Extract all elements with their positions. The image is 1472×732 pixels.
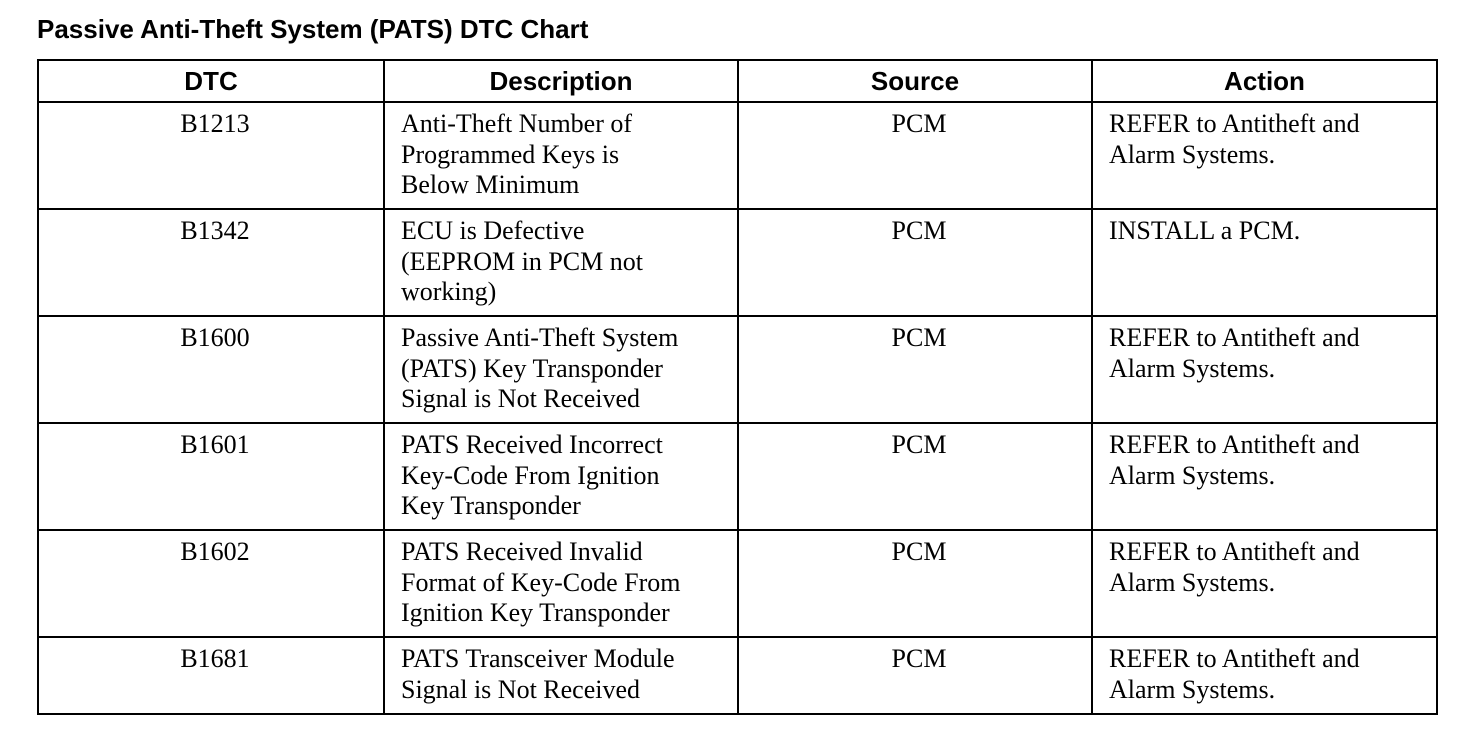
table-row	[38, 209, 1437, 316]
dtc-code-cell: B1601	[38, 423, 384, 530]
action-line: Alarm Systems.	[1109, 139, 1276, 169]
action-cell	[1092, 637, 1437, 714]
description-line: Key Transponder	[401, 491, 581, 520]
dtc-code-cell: B1600	[38, 316, 384, 423]
source-cell: PCM	[738, 102, 1092, 209]
dtc-code-cell: B1213	[38, 102, 384, 209]
table-row	[38, 637, 1437, 714]
header-action: Action	[1092, 60, 1437, 102]
description-cell	[384, 423, 738, 530]
source-cell: PCM	[738, 637, 1092, 714]
action-line: Alarm Systems.	[1109, 674, 1276, 704]
table-row	[38, 316, 1437, 423]
action-cell	[1092, 316, 1437, 423]
description-line: working)	[401, 277, 497, 306]
page-title: Passive Anti-Theft System (PATS) DTC Chart	[37, 14, 589, 44]
action-cell	[1092, 102, 1437, 209]
action-cell	[1092, 209, 1437, 316]
description-cell	[384, 316, 738, 423]
description-line: Below Minimum	[401, 170, 580, 199]
description-cell	[384, 209, 738, 316]
dtc-table	[37, 59, 1438, 715]
description-line: Programmed Keys is	[401, 139, 620, 169]
header-source: Source	[738, 60, 1092, 102]
description-line: Ignition Key Transponder	[401, 598, 670, 627]
description-line: Key-Code From Ignition	[401, 460, 660, 490]
action-line: Alarm Systems.	[1109, 353, 1276, 383]
table-body	[38, 102, 1437, 714]
description-line: (PATS) Key Transponder	[401, 353, 663, 383]
description-line: Format of Key-Code From	[401, 567, 681, 597]
action-line: INSTALL a PCM.	[1109, 216, 1301, 245]
source-cell: PCM	[738, 316, 1092, 423]
table-row	[38, 530, 1437, 637]
description-line: (EEPROM in PCM not	[401, 246, 643, 276]
header-description: Description	[384, 60, 738, 102]
description-line: ECU is Defective	[401, 216, 585, 245]
description-cell	[384, 102, 738, 209]
description-line: PATS Transceiver Module	[401, 644, 675, 673]
description-cell	[384, 637, 738, 714]
action-cell	[1092, 423, 1437, 530]
table-row	[38, 102, 1437, 209]
description-line: Passive Anti-Theft System	[401, 323, 679, 352]
description-line: Signal is Not Received	[401, 384, 641, 413]
action-line: REFER to Antitheft and	[1109, 537, 1360, 566]
action-line: REFER to Antitheft and	[1109, 109, 1360, 138]
table-row	[38, 423, 1437, 530]
source-cell: PCM	[738, 530, 1092, 637]
action-cell	[1092, 530, 1437, 637]
action-line: REFER to Antitheft and	[1109, 430, 1360, 459]
description-line: PATS Received Incorrect	[401, 430, 663, 459]
header-dtc: DTC	[38, 60, 384, 102]
description-line: Signal is Not Received	[401, 674, 641, 704]
action-line: Alarm Systems.	[1109, 460, 1276, 490]
source-cell: PCM	[738, 423, 1092, 530]
description-line: PATS Received Invalid	[401, 537, 643, 566]
dtc-code-cell: B1342	[38, 209, 384, 316]
dtc-code-cell: B1602	[38, 530, 384, 637]
table-header-row	[38, 60, 1437, 102]
action-line: REFER to Antitheft and	[1109, 323, 1360, 352]
action-line: REFER to Antitheft and	[1109, 644, 1360, 673]
source-cell: PCM	[738, 209, 1092, 316]
description-line: Anti-Theft Number of	[401, 109, 633, 138]
dtc-code-cell: B1681	[38, 637, 384, 714]
action-line: Alarm Systems.	[1109, 567, 1276, 597]
description-cell	[384, 530, 738, 637]
